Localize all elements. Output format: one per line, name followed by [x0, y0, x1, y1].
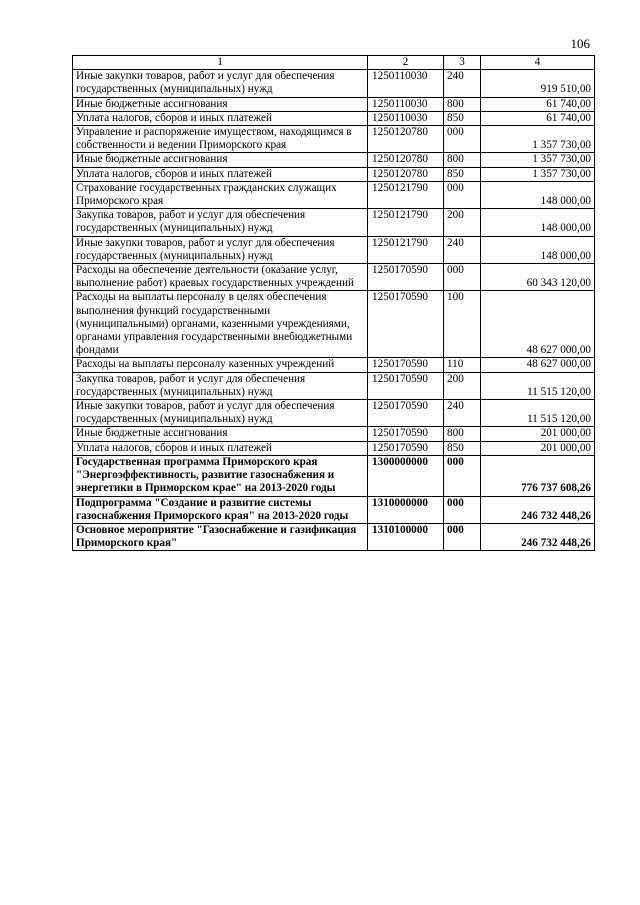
row-name-cell: Государственная программа Приморского края "Энергоэффективность, развитие газоснабжения и энергетики в Приморском крае" на 2013-2020 годы [73, 455, 368, 496]
row-sum-cell: 919 510,00 [481, 70, 595, 97]
row-sum-cell: 246 732 448,26 [481, 523, 595, 550]
row-name-cell: Иные закупки товаров, работ и услуг для обеспечения государственных (муниципальных) нужд [73, 400, 368, 427]
row-sum-cell: 11 515 120,00 [481, 400, 595, 427]
row-sum-cell: 148 000,00 [481, 209, 595, 236]
row-name-cell: Уплата налогов, сборов и иных платежей [73, 111, 368, 125]
row-type-cell: 850 [444, 167, 481, 181]
row-type-cell: 000 [444, 181, 481, 208]
row-type-cell: 200 [444, 372, 481, 399]
row-type-cell: 850 [444, 111, 481, 125]
row-name-cell: Расходы на выплаты персоналу казенных учреждений [73, 358, 368, 372]
row-type-cell: 800 [444, 153, 481, 167]
row-type-cell: 800 [444, 97, 481, 111]
table-row [73, 523, 595, 550]
row-code-cell: 1250121790 [368, 236, 444, 263]
row-type-cell: 110 [444, 358, 481, 372]
row-name-cell: Иные бюджетные ассигнования [73, 97, 368, 111]
row-code-cell: 1250170590 [368, 427, 444, 441]
row-name-cell: Управление и распоряжение имуществом, находящимся в собственности и ведении Приморского края [73, 126, 368, 153]
table-body [73, 70, 595, 551]
page-number: 106 [570, 36, 590, 51]
row-type-cell: 240 [444, 400, 481, 427]
table-row [73, 97, 595, 111]
row-name-cell: Страхование государственных гражданских служащих Приморского края [73, 181, 368, 208]
table-row [73, 372, 595, 399]
row-code-cell: 1250110030 [368, 111, 444, 125]
row-sum-cell: 48 627 000,00 [481, 358, 595, 372]
budget-table [72, 55, 595, 551]
table-row [73, 496, 595, 523]
row-name-cell: Расходы на выплаты персоналу в целях обеспечения выполнения функций государственными (муниципальными) органами, казенными учреждениями, органами управления государственными внебюджетными фондами [73, 291, 368, 358]
table-row [73, 427, 595, 441]
table-row [73, 126, 595, 153]
row-type-cell: 000 [444, 523, 481, 550]
table-row [73, 400, 595, 427]
table-row [73, 236, 595, 263]
table-row [73, 291, 595, 358]
row-sum-cell: 60 343 120,00 [481, 264, 595, 291]
row-sum-cell: 201 000,00 [481, 427, 595, 441]
row-code-cell: 1310100000 [368, 523, 444, 550]
row-type-cell: 000 [444, 496, 481, 523]
row-name-cell: Расходы на обеспечение деятельности (оказание услуг, выполнение работ) краевых государственных учреждений [73, 264, 368, 291]
row-type-cell: 000 [444, 455, 481, 496]
row-code-cell: 1250170590 [368, 291, 444, 358]
row-sum-cell: 61 740,00 [481, 97, 595, 111]
row-code-cell: 1250120780 [368, 153, 444, 167]
header-cell-code: 2 [368, 56, 444, 70]
row-sum-cell: 246 732 448,26 [481, 496, 595, 523]
table-row [73, 441, 595, 455]
row-code-cell: 1250110030 [368, 70, 444, 97]
row-type-cell: 200 [444, 209, 481, 236]
header-cell-sum: 4 [481, 56, 595, 70]
row-type-cell: 800 [444, 427, 481, 441]
row-name-cell: Основное мероприятие "Газоснабжение и газификация Приморского края" [73, 523, 368, 550]
table-row [73, 358, 595, 372]
row-type-cell: 000 [444, 264, 481, 291]
header-row [73, 56, 595, 70]
row-code-cell: 1250110030 [368, 97, 444, 111]
row-name-cell: Уплата налогов, сборов и иных платежей [73, 441, 368, 455]
row-name-cell: Иные закупки товаров, работ и услуг для обеспечения государственных (муниципальных) нужд [73, 236, 368, 263]
table-row [73, 167, 595, 181]
row-name-cell: Закупка товаров, работ и услуг для обеспечения государственных (муниципальных) нужд [73, 209, 368, 236]
row-type-cell: 850 [444, 441, 481, 455]
row-name-cell: Иные бюджетные ассигнования [73, 427, 368, 441]
row-sum-cell: 1 357 730,00 [481, 167, 595, 181]
row-type-cell: 000 [444, 126, 481, 153]
row-sum-cell: 148 000,00 [481, 181, 595, 208]
row-name-cell: Иные бюджетные ассигнования [73, 153, 368, 167]
row-code-cell: 1250120780 [368, 126, 444, 153]
row-sum-cell: 11 515 120,00 [481, 372, 595, 399]
row-name-cell: Иные закупки товаров, работ и услуг для обеспечения государственных (муниципальных) нужд [73, 70, 368, 97]
row-sum-cell: 148 000,00 [481, 236, 595, 263]
table-row [73, 70, 595, 97]
row-sum-cell: 61 740,00 [481, 111, 595, 125]
row-code-cell: 1250121790 [368, 181, 444, 208]
table-row [73, 153, 595, 167]
row-code-cell: 1250170590 [368, 372, 444, 399]
row-code-cell: 1310000000 [368, 496, 444, 523]
row-name-cell: Уплата налогов, сборов и иных платежей [73, 167, 368, 181]
row-type-cell: 240 [444, 70, 481, 97]
row-sum-cell: 1 357 730,00 [481, 126, 595, 153]
row-sum-cell: 1 357 730,00 [481, 153, 595, 167]
row-sum-cell: 776 737 608,26 [481, 455, 595, 496]
row-code-cell: 1300000000 [368, 455, 444, 496]
row-code-cell: 1250120780 [368, 167, 444, 181]
row-code-cell: 1250121790 [368, 209, 444, 236]
table-row [73, 209, 595, 236]
row-name-cell: Закупка товаров, работ и услуг для обеспечения государственных (муниципальных) нужд [73, 372, 368, 399]
table-row [73, 111, 595, 125]
row-code-cell: 1250170590 [368, 441, 444, 455]
row-code-cell: 1250170590 [368, 264, 444, 291]
row-code-cell: 1250170590 [368, 358, 444, 372]
table-row [73, 181, 595, 208]
row-type-cell: 240 [444, 236, 481, 263]
row-sum-cell: 48 627 000,00 [481, 291, 595, 358]
row-sum-cell: 201 000,00 [481, 441, 595, 455]
header-cell-type: 3 [444, 56, 481, 70]
header-cell-name: 1 [73, 56, 368, 70]
row-name-cell: Подпрограмма "Создание и развитие системы газоснабжения Приморского края" на 2013-2020 годы [73, 496, 368, 523]
table-row [73, 455, 595, 496]
table-row [73, 264, 595, 291]
row-type-cell: 100 [444, 291, 481, 358]
row-code-cell: 1250170590 [368, 400, 444, 427]
